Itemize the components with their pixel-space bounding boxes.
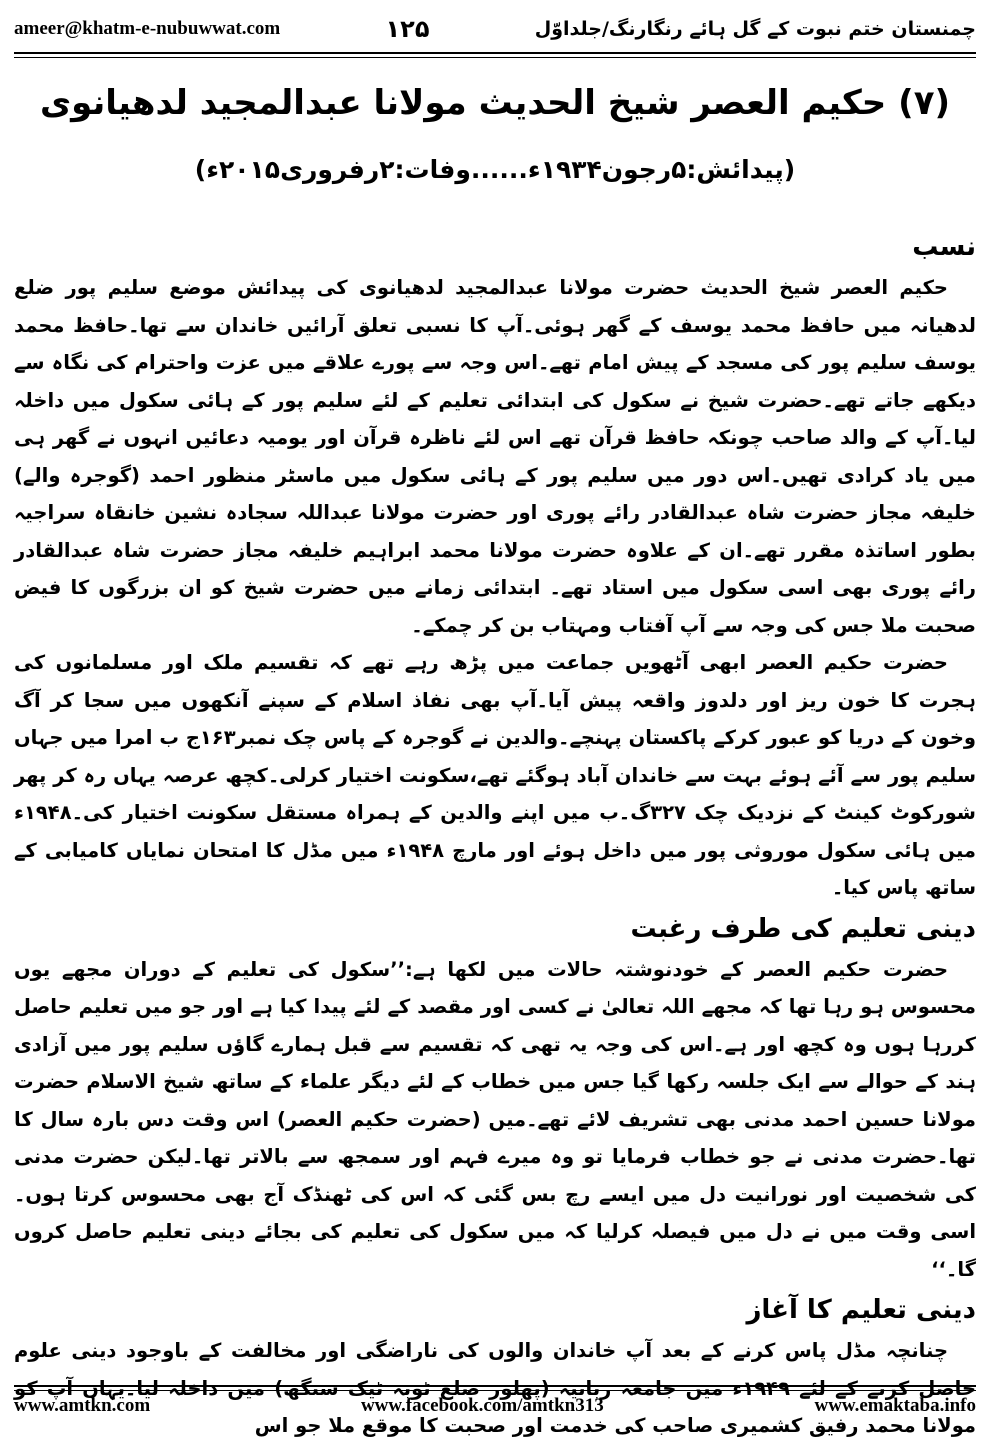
footer-link-amtkn[interactable]: www.amtkn.com [14,1395,151,1416]
page-body [14,225,976,1445]
paragraph: چنانچہ مڈل پاس کرنے کے بعد آپ خاندان والوں کی ناراضگی اور مخالفت کے باوجود دینی علوم حاصل کرنے کے لئے ۱۹۴۹ء میں جامعہ ربانیہ (پھلور ضلع ٹوبہ ٹیک سنگھ) میں داخلہ لیا۔یہاں آپ کو مولانا محمد رفیق کشمیری صاحب کی خدمت اور صحبت کا موقع ملا جو اس [14,1339,976,1437]
footer-divider-thin [14,1390,976,1391]
header-divider-thin [14,57,976,58]
section-heading-lineage: نسب [912,232,976,262]
footer-link-facebook[interactable]: www.facebook.com/amtkn313 [360,1395,604,1416]
page-footer [14,1392,976,1420]
chapter-title: (۷) حکیم العصر شیخ الحدیث مولانا عبدالمجید لدھیانوی [39,83,950,123]
book-title: چمنستان ختم نبوت کے گل ہائے رنگارنگ/جلداوّل [534,18,976,40]
chapter-dates: (پیدائش:۵رجون۱۹۳۴ء......وفات:۲رفروری۲۰۱۵ء) [194,155,796,184]
header-divider [14,52,976,54]
paragraph: حضرت حکیم العصر ابھی آٹھویں جماعت میں پڑھ رہے تھے کہ تقسیم ملک اور مسلمانوں کی ہجرت کا خون ریز اور دلدوز واقعہ پیش آیا۔آپ بھی نفاذ اسلام کے سپنے آنکھوں میں سجا کر آگ وخون کے دریا کو عبور کرکے پاکستان پہنچے۔والدین نے گوجرہ کے پاس چک نمبر۱۶۳ج ب امرا میں جہاں سلیم پور سے آئے ہوئے بہت سے خاندان آباد ہوگئے تھے،سکونت اختیار کرلی۔کچھ عرصہ یہاں رہ کر پھر شورکوٹ کینٹ کے نزدیک چک ۳۲۷گ۔ب میں اپنے والدین کے ہمراہ مستقل سکونت اختیار کی۔۱۹۴۸ء میں ہائی سکول موروثی پور میں داخل ہوئے اور مارچ ۱۹۴۸ء میں مڈل کا امتحان نمایاں کامیابی کے ساتھ پاس کیا۔ [14,651,976,899]
footer-divider [14,1385,976,1387]
footer-link-emaktaba[interactable]: www.emaktaba.info [814,1395,976,1416]
section-heading-religious-education-start: دینی تعلیم کا آغاز [746,1295,976,1325]
page-header [14,12,976,46]
paragraph: حضرت حکیم العصر کے خودنوشتہ حالات میں لکھا ہے:’’سکول کی تعلیم کے دوران مجھے یوں محسوس ہو رہا تھا کہ مجھے اللہ تعالیٰ نے کسی اور مقصد کے لئے پیدا کیا ہے اور جو میں تعلیم حاصل کررہا ہوں وہ کچھ اور ہے۔اس کی وجہ یہ تھی کہ تقسیم سے قبل ہمارے گاؤں سلیم پور میں آزادی ہند کے حوالے سے ایک جلسہ رکھا گیا جس میں خطاب کے لئے دیگر علماء کے ساتھ شیخ الاسلام حضرت مولانا حسین احمد مدنی بھی تشریف لائے تھے۔میں (حضرت حکیم العصر) اس وقت دس بارہ سال کا تھا۔حضرت مدنی نے جو خطاب فرمایا تو وہ میرے فہم اور سمجھ سے بالاتر تھا۔لیکن حضرت مدنی کی شخصیت اور نورانیت دل میں ایسے رچ بس گئی کہ اس کی ٹھنڈک آج بھی محسوس کرتا ہوں۔ اسی وقت میں نے دل میں فیصلہ کرلیا کہ میں سکول کی تعلیم کی بجائے دینی تعلیم حاصل کروں گا۔‘‘ [14,957,976,1281]
section-heading-religious-inclination: دینی تعلیم کی طرف رغبت [630,913,976,944]
paragraph: حکیم العصر شیخ الحدیث حضرت مولانا عبدالمجید لدھیانوی کی پیدائش موضع سلیم پور ضلع لدھیانہ میں حافظ محمد یوسف کے گھر ہوئی۔آپ کا نسبی تعلق آرائیں خاندان سے تھا۔حافظ محمد یوسف سلیم پور کی مسجد کے پیش امام تھے۔اس وجہ سے پورے علاقے میں عزت واحترام کی نگاہ سے دیکھے جاتے تھے۔حضرت شیخ نے سکول کی ابتدائی تعلیم کے لئے سلیم پور کے ہائی سکول میں داخلہ لیا۔آپ کے والد صاحب چونکہ حافظ قرآن تھے اس لئے ناظرہ قرآن اور یومیہ دعائیں انہوں نے گھر ہی میں یاد کرادی تھیں۔اس دور میں سلیم پور کے ہائی سکول میں ماسٹر منظور احمد (گوجرہ والے) خلیفہ مجاز حضرت شاہ عبدالقادر رائے پوری اور حضرت مولانا عبداللہ سجادہ نشین خانقاہ سراجیہ بطور اساتذہ مقرر تھے۔ان کے علاوہ حضرت مولانا محمد ابراہیم خلیفہ مجاز حضرت شاہ عبدالقادر رائے پوری بھی اسی سکول میں استاد تھے۔ ابتدائی زمانے میں حضرت شیخ کو ان بزرگوں کا فیض صحبت ملا جس کی وجہ سے آپ آفتاب ومہتاب بن کر چمکے۔ [14,276,976,637]
page-number: ۱۲۵ [385,15,430,43]
header-email[interactable]: ameer@khatm-e-nubuwwat.com [14,18,281,39]
